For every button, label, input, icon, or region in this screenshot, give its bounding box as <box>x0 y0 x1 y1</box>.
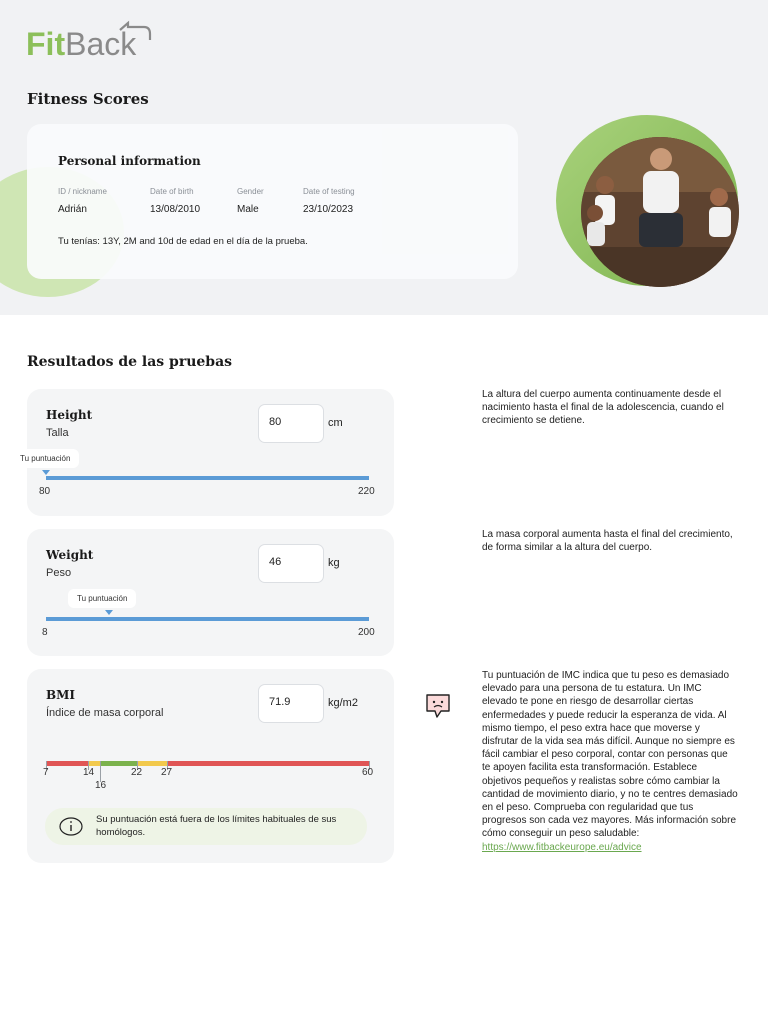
age-note: Tu tenías: 13Y, 2M and 10d de edad en el día de la prueba. <box>58 236 308 247</box>
bmi-label: 22 <box>131 767 143 778</box>
height-description: La altura del cuerpo aumenta continuamente desde el nacimiento hasta el final de la adolescencia, cuando el crecimiento se detiene. <box>482 389 724 427</box>
field-label: ID / nickname <box>58 187 107 196</box>
alert-speech-icon <box>424 692 452 720</box>
field-dob <box>150 187 200 215</box>
test-subtitle: Peso <box>46 567 72 579</box>
field-value: Male <box>237 204 259 215</box>
weight-description: La masa corporal aumenta hasta el final del crecimiento, de forma similar a la altura del cuerpo. <box>482 529 733 554</box>
test-subtitle: Talla <box>46 427 69 439</box>
field-label: Date of testing <box>303 187 355 196</box>
test-name: Weight <box>46 548 94 562</box>
field-test-date <box>303 187 355 215</box>
bmi-card <box>27 669 394 863</box>
personal-info-card <box>27 124 518 279</box>
fitback-logo[interactable] <box>26 24 136 60</box>
bmi-unit: kg/m2 <box>328 697 358 709</box>
field-value: Adrián <box>58 204 87 215</box>
bmi-description-text: Tu puntuación de IMC indica que tu peso es demasiado elevado para una persona de tu estatura. Un IMC elevado te pone en riesgo de desarrollar ciertas enfermedades y puede reducir la esperanza de vida. Al mismo tiempo, el peso extra hace que moverse y disfrutar de la vida sea más difícil. Aunque no siempre es fácil cambiar el peso corporal, contar con personas que te apoyen facilita esta transformación. Establece objetivos pequeños y realistas sobre cómo cambiar la cantidad de movimiento diario, y no te centres demasiado en el peso. Comprueba con regularidad que tus progresos son cada vez mayores. Más información sobre cómo conseguir un peso saludable: <box>482 670 738 840</box>
results-title: Resultados de las pruebas <box>27 354 233 370</box>
bmi-label: 7 <box>43 767 49 778</box>
test-name: BMI <box>46 688 76 702</box>
refresh-arrow-icon <box>114 20 154 40</box>
bmi-range-over <box>137 761 167 766</box>
bmi-label: 14 <box>83 767 95 778</box>
weight-scale-bar <box>46 617 369 621</box>
bmi-range-low <box>46 761 88 766</box>
photo-placeholder <box>581 137 739 287</box>
bmi-label: 16 <box>95 780 107 791</box>
bmi-range-normal <box>100 761 137 766</box>
score-tooltip: Tu puntuación <box>68 589 136 608</box>
score-tooltip: Tu puntuación <box>11 449 79 468</box>
logo-fit-text: Fit <box>26 26 66 62</box>
height-value-field[interactable]: 80 <box>258 404 324 443</box>
advice-link[interactable]: https://www.fitbackeurope.eu/advice <box>482 841 642 853</box>
bmi-range-under <box>88 761 100 766</box>
field-gender <box>237 187 264 215</box>
bmi-range-high <box>167 761 369 766</box>
personal-info-title: Personal information <box>58 154 201 168</box>
weight-card <box>27 529 394 656</box>
height-unit: cm <box>328 417 343 429</box>
bmi-tick <box>100 761 101 782</box>
logo-back-text: Back <box>65 26 137 62</box>
scale-min-label: 8 <box>42 627 48 638</box>
notice-text: Su puntuación está fuera de los límites habituales de sus homólogos. <box>96 814 337 838</box>
height-scale-bar <box>46 476 369 480</box>
page-title: Fitness Scores <box>27 90 149 108</box>
test-name: Height <box>46 408 93 422</box>
weight-unit: kg <box>328 557 340 569</box>
scale-max-label: 220 <box>358 486 375 497</box>
bmi-label: 60 <box>362 767 374 778</box>
scale-min-label: 80 <box>39 486 51 497</box>
coach-photo <box>581 137 739 287</box>
height-card <box>20 389 394 516</box>
bmi-value-field[interactable]: 71.9 <box>258 684 324 723</box>
field-value: 23/10/2023 <box>303 204 354 215</box>
header-band <box>0 0 768 315</box>
info-circle-icon <box>59 817 83 836</box>
score-marker <box>42 470 50 475</box>
field-label: Date of birth <box>150 187 194 196</box>
field-nickname <box>58 187 107 215</box>
scale-max-label: 200 <box>358 627 375 638</box>
field-value: 13/08/2010 <box>150 204 201 215</box>
field-label: Gender <box>237 187 264 196</box>
weight-value-field[interactable]: 46 <box>258 544 324 583</box>
out-of-range-notice <box>45 808 367 845</box>
test-subtitle: Índice de masa corporal <box>46 707 164 719</box>
score-marker <box>105 610 113 615</box>
bmi-label: 27 <box>161 767 173 778</box>
bmi-description <box>482 669 738 854</box>
